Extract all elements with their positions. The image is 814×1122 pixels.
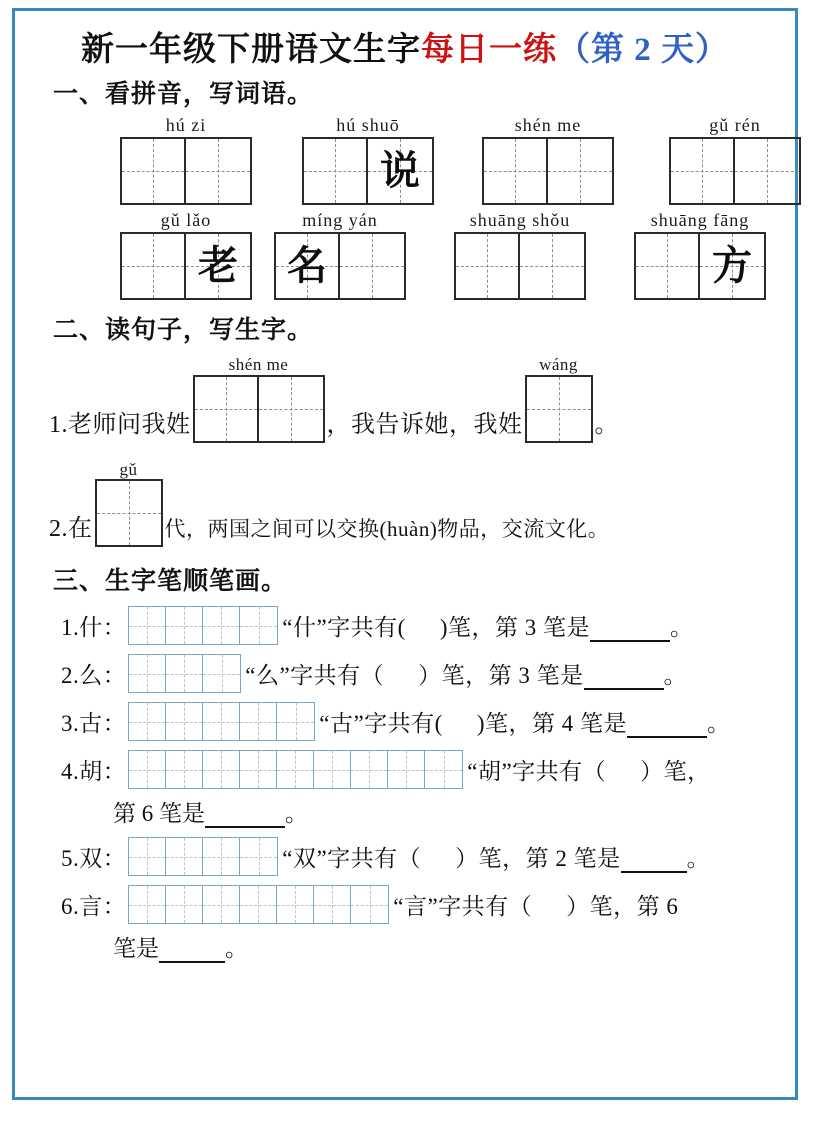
tianzige-cell[interactable] xyxy=(304,139,368,203)
stroke-practice-cell[interactable] xyxy=(166,703,203,740)
q1-text-b: ，我告诉她，我姓 xyxy=(326,411,523,438)
worksheet-sheet xyxy=(15,11,795,1097)
tianzige-cell[interactable] xyxy=(368,139,432,203)
stroke-practice-cell[interactable] xyxy=(203,655,240,692)
stroke-practice-cell[interactable] xyxy=(203,838,240,875)
tianzige-cell[interactable] xyxy=(735,139,799,203)
q1-box-a-pinyin: shén me xyxy=(228,354,289,374)
tianzige-cell[interactable] xyxy=(520,234,584,298)
word-answer-grid[interactable] xyxy=(274,232,406,300)
page-title xyxy=(35,23,775,70)
pinyin-label: shuāng shǒu xyxy=(469,209,571,230)
stroke-order-row xyxy=(61,606,775,645)
stroke-practice-cell[interactable] xyxy=(240,838,277,875)
word-answer-grid[interactable] xyxy=(669,137,801,205)
q2-text-b: 代，两国之间可以交换(huàn)物品，交流文化。 xyxy=(164,517,610,542)
stroke-order-question-text xyxy=(463,753,710,786)
tianzige-cell[interactable] xyxy=(671,139,735,203)
stroke-practice-cell[interactable] xyxy=(277,703,314,740)
tianzige-cell[interactable] xyxy=(548,139,612,203)
word-answer-grid[interactable] xyxy=(302,137,434,205)
question-text-b: ）笔，第 3 笔是 xyxy=(418,663,584,689)
grid-character: 说 xyxy=(380,147,420,193)
question-text-b: )笔，第 3 笔是 xyxy=(439,615,590,641)
title-part-blue: （第 2 天） xyxy=(557,32,729,68)
q2-text-a: 在 xyxy=(68,516,93,543)
title-part-black: 新一年级下册语文生字 xyxy=(81,32,421,68)
pinyin-word-group xyxy=(454,211,586,300)
stroke-practice-grid[interactable] xyxy=(128,837,278,876)
section-heading-1: 一、看拼音，写词语。 xyxy=(53,81,314,108)
section-heading-2: 二、读句子，写生字。 xyxy=(53,316,314,344)
q1-answer-box-a[interactable] xyxy=(193,356,325,443)
tianzige-cell[interactable] xyxy=(186,234,250,298)
pinyin-label: shuāng fāng xyxy=(650,209,750,230)
stroke-practice-cell[interactable] xyxy=(166,751,203,788)
tianzige-cell[interactable] xyxy=(122,234,186,298)
stroke-order-label: 3.古： xyxy=(61,711,127,737)
stroke-practice-cell[interactable] xyxy=(129,703,166,740)
q2-box-cell[interactable] xyxy=(97,481,161,545)
stroke-order-row xyxy=(61,654,775,693)
stroke-practice-cell[interactable] xyxy=(351,751,388,788)
tianzige-cell[interactable] xyxy=(186,139,250,203)
stroke-order-label: 2.么： xyxy=(61,663,127,689)
grid-character: 名 xyxy=(287,242,327,288)
grid-character: 老 xyxy=(198,242,238,288)
stroke-order-label: 6.言： xyxy=(61,894,127,920)
continuation-text-a: 笔是 xyxy=(113,936,159,962)
q1-box-a-cell[interactable] xyxy=(259,377,323,441)
tianzige-cell[interactable] xyxy=(122,139,186,203)
question-text-c: 。 xyxy=(707,711,731,737)
stroke-order-label: 4.胡： xyxy=(61,759,127,785)
pinyin-word-group xyxy=(669,116,801,205)
pinyin-word-group xyxy=(120,116,252,205)
stroke-practice-cell[interactable] xyxy=(129,886,166,923)
q1-box-b-cell[interactable] xyxy=(527,377,591,441)
q2-box-grid[interactable] xyxy=(95,479,163,547)
stroke-order-row-continuation xyxy=(113,795,775,828)
pinyin-label: míng yán xyxy=(302,209,378,230)
stroke-answer-blank[interactable] xyxy=(621,855,687,873)
stroke-order-row-continuation xyxy=(113,930,775,963)
stroke-practice-cell[interactable] xyxy=(166,886,203,923)
word-answer-grid[interactable] xyxy=(454,232,586,300)
stroke-practice-cell[interactable] xyxy=(388,751,425,788)
stroke-practice-cell[interactable] xyxy=(203,751,240,788)
stroke-practice-cell[interactable] xyxy=(166,607,203,644)
stroke-answer-blank[interactable] xyxy=(627,720,707,738)
stroke-order-row xyxy=(61,702,775,741)
question-text-a: “什”字共有( xyxy=(282,615,406,641)
q1-box-a-cell[interactable] xyxy=(195,377,259,441)
tianzige-cell[interactable] xyxy=(456,234,520,298)
pinyin-word-group xyxy=(634,211,766,300)
pinyin-label: hú shuō xyxy=(336,115,400,135)
stroke-practice-cell[interactable] xyxy=(129,655,166,692)
stroke-practice-grid[interactable] xyxy=(128,702,315,741)
title-part-red: 每日一练 xyxy=(421,32,557,68)
tianzige-cell[interactable] xyxy=(636,234,700,298)
question-text-c: 。 xyxy=(663,663,688,689)
question-text-b: )笔，第 4 笔是 xyxy=(476,711,627,737)
question-text-a: “古”字共有( xyxy=(319,711,443,737)
q1-box-a-grid[interactable] xyxy=(193,375,325,443)
stroke-answer-blank[interactable] xyxy=(159,945,225,963)
tianzige-cell[interactable] xyxy=(700,234,764,298)
stroke-practice-cell[interactable] xyxy=(203,886,240,923)
stroke-order-label: 1.什： xyxy=(61,615,127,641)
pinyin-word-row-2 xyxy=(35,211,775,300)
q2-answer-box[interactable] xyxy=(95,461,163,548)
q1-answer-box-b[interactable] xyxy=(525,356,593,443)
stroke-practice-cell[interactable] xyxy=(129,751,166,788)
stroke-practice-cell[interactable] xyxy=(129,838,166,875)
pinyin-label: gǔ rén xyxy=(709,115,761,135)
stroke-practice-cell[interactable] xyxy=(314,886,351,923)
stroke-order-row xyxy=(61,885,775,924)
q1-text-c: 。 xyxy=(594,411,619,438)
grid-character: 方 xyxy=(712,242,752,288)
question-text-c: 。 xyxy=(670,615,694,641)
stroke-order-list xyxy=(35,606,775,963)
continuation-text-b: 。 xyxy=(285,801,308,827)
word-answer-grid[interactable] xyxy=(120,232,252,300)
stroke-order-label: 5.双： xyxy=(61,846,127,872)
stroke-answer-blank[interactable] xyxy=(584,672,664,690)
pinyin-word-group xyxy=(482,116,614,205)
question-text-b: ）笔， xyxy=(640,759,711,785)
stroke-practice-cell[interactable] xyxy=(166,655,203,692)
stroke-order-row xyxy=(61,837,775,876)
stroke-practice-grid[interactable] xyxy=(128,606,278,645)
stroke-order-row xyxy=(61,750,775,789)
pinyin-label: shén me xyxy=(514,115,582,135)
sentence-question-1 xyxy=(49,356,775,443)
continuation-text-a: 第 6 笔是 xyxy=(113,801,205,827)
q1-box-b-pinyin: wáng xyxy=(539,354,578,374)
tianzige-cell[interactable] xyxy=(484,139,548,203)
stroke-practice-grid[interactable] xyxy=(128,654,241,693)
q1-box-b-grid[interactable] xyxy=(525,375,593,443)
worksheet-page-frame xyxy=(12,8,798,1100)
word-answer-grid[interactable] xyxy=(120,137,252,205)
stroke-practice-cell[interactable] xyxy=(277,751,314,788)
stroke-practice-cell[interactable] xyxy=(203,703,240,740)
stroke-practice-cell[interactable] xyxy=(240,886,277,923)
question-text-a: “双”字共有（ xyxy=(282,846,422,872)
stroke-practice-cell[interactable] xyxy=(203,607,240,644)
stroke-order-question-text xyxy=(278,609,693,642)
question-text-c: 。 xyxy=(686,846,711,872)
question-text-b: ）笔，第 6 xyxy=(566,894,679,920)
continuation-text-b: 。 xyxy=(225,936,248,962)
stroke-practice-cell[interactable] xyxy=(425,751,462,788)
pinyin-word-group xyxy=(302,116,434,205)
tianzige-cell[interactable] xyxy=(276,234,340,298)
stroke-practice-cell[interactable] xyxy=(240,607,277,644)
word-answer-grid[interactable] xyxy=(634,232,766,300)
sentence-question-2 xyxy=(49,461,775,548)
q1-text-a: 老师问我姓 xyxy=(68,411,191,438)
question-text-a: “么”字共有（ xyxy=(245,663,385,689)
stroke-practice-grid[interactable] xyxy=(128,750,463,789)
stroke-practice-cell[interactable] xyxy=(314,751,351,788)
question-text-b: ）笔，第 2 笔是 xyxy=(455,846,621,872)
stroke-practice-cell[interactable] xyxy=(166,838,203,875)
tianzige-cell[interactable] xyxy=(340,234,404,298)
pinyin-label: hú zi xyxy=(165,115,207,135)
stroke-practice-cell[interactable] xyxy=(351,886,388,923)
stroke-answer-blank[interactable] xyxy=(205,810,285,828)
stroke-practice-cell[interactable] xyxy=(277,886,314,923)
stroke-practice-cell[interactable] xyxy=(129,607,166,644)
pinyin-word-group xyxy=(274,211,406,300)
stroke-order-question-text xyxy=(241,657,687,690)
stroke-practice-cell[interactable] xyxy=(240,703,277,740)
question-text-a: “言”字共有（ xyxy=(393,894,533,920)
stroke-order-question-text xyxy=(389,888,678,921)
question-text-a: “胡”字共有（ xyxy=(467,759,607,785)
stroke-order-question-text xyxy=(278,840,710,873)
pinyin-word-row-1 xyxy=(35,116,775,205)
stroke-practice-grid[interactable] xyxy=(128,885,389,924)
pinyin-label: gǔ lǎo xyxy=(160,209,212,230)
section-heading-3: 三、生字笔顺笔画。 xyxy=(53,568,288,596)
stroke-answer-blank[interactable] xyxy=(590,624,670,642)
q2-number: 2. xyxy=(49,516,68,543)
q1-number: 1. xyxy=(49,411,68,438)
stroke-order-question-text xyxy=(315,705,730,738)
word-answer-grid[interactable] xyxy=(482,137,614,205)
q2-box-pinyin: gǔ xyxy=(119,459,138,479)
stroke-practice-cell[interactable] xyxy=(240,751,277,788)
pinyin-word-group xyxy=(120,211,252,300)
